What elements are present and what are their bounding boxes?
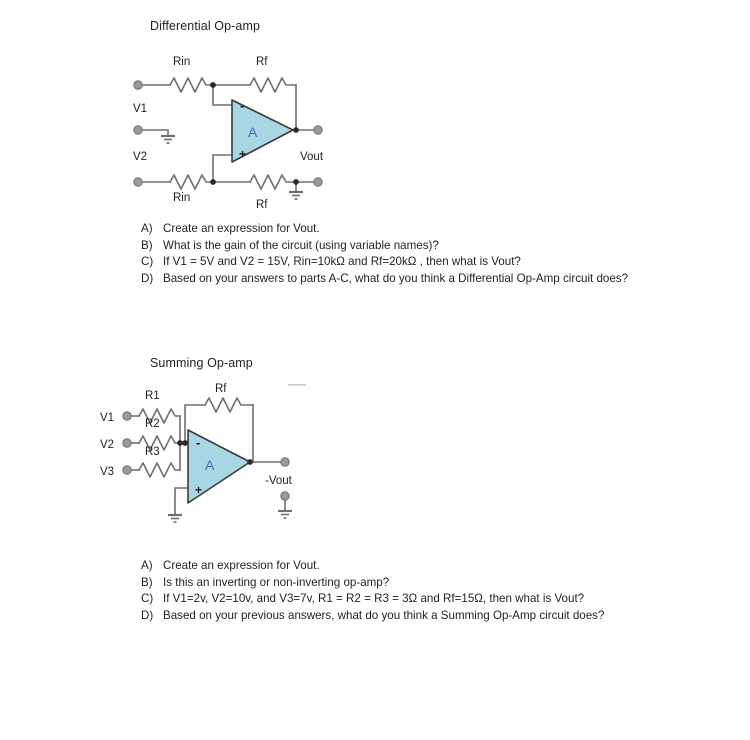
question-text: Create an expression for Vout. [163,222,320,235]
junction-dot-noninverting [210,179,216,185]
question-item [141,608,721,625]
label-v2: V2 [133,151,148,163]
wire-noninverting-to-ground [175,488,188,515]
terminal-v3[interactable] [123,466,131,474]
label-rf: Rf [215,383,227,395]
question-label: B) [141,238,153,252]
junction-dot-feedback-node [182,440,188,446]
resistor-rf [205,398,253,412]
label-v1: V1 [100,412,115,424]
noninverting-input-sign: + [239,147,247,161]
summing-question-list [141,558,721,624]
label-vout: -Vout [265,475,292,487]
question-label: C) [141,255,154,269]
question-text: Based on your previous answers, what do you think a Summing Op-Amp circuit does? [163,608,605,622]
question-item [141,558,721,575]
label-rf-top: Rf [256,56,268,68]
label-v2: V2 [100,439,115,451]
junction-dot-inverting [210,82,216,88]
question-item [141,238,721,255]
wire-node-to-inverting-input [213,85,232,105]
question-item [141,575,721,592]
resistor-r3 [139,463,180,477]
resistor-rin-top [170,78,213,92]
noninverting-input-sign: + [195,483,203,497]
question-item [141,591,721,608]
question-item [141,271,721,288]
terminal-output-reference[interactable] [281,492,289,500]
label-v3: V3 [100,466,115,478]
question-text: Based on your answers to parts A-C, what do you think a Differential Op-Amp circuit does? [163,271,629,285]
resistor-rf-top [250,78,296,92]
junction-dot-output [247,459,253,465]
junction-dot-output [293,127,299,133]
terminal-rf-bottom[interactable] [314,178,322,186]
ground-symbol-noninverting [168,515,182,522]
wire-node-to-noninverting-input [213,155,232,182]
differential-section-title: Differential Op-amp [150,19,261,33]
label-rin-bottom: Rin [173,192,191,204]
label-rin-top: Rin [173,56,191,68]
question-text: If V1=2v, V2=10v, and V3=7v, R1 = R2 = R3 = 3Ω and Rf=15Ω, then what is Vout? [163,592,585,606]
label-r2: R2 [145,418,160,430]
inverting-input-sign: - [196,435,201,450]
summing-circuit-svg [95,375,345,535]
scan-artifact [288,384,306,386]
resistor-rin-bottom [170,175,213,189]
summing-section-title: Summing Op-amp [150,356,253,370]
terminal-v1[interactable] [123,412,131,420]
terminal-v2[interactable] [134,178,142,186]
label-r3: R3 [145,446,160,458]
question-label: A) [141,222,153,235]
label-rf-bottom: Rf [256,199,268,211]
terminal-vout[interactable] [314,126,322,134]
opamp-label: A [248,124,258,140]
question-text: Is this an inverting or non-inverting op-amp? [163,575,390,589]
label-r1: R1 [145,390,160,402]
terminal-vout[interactable] [281,458,289,466]
ground-symbol-v2 [161,130,175,143]
ground-symbol-output-reference [278,511,292,518]
label-vout: Vout [300,151,324,163]
resistor-rf-bottom [250,175,296,189]
junction-dot-summing-node [177,440,183,446]
question-item [141,254,721,271]
question-label: D) [141,271,154,285]
question-text: If V1 = 5V and V2 = 15V, Rin=10kΩ and Rf=20kΩ , then what is Vout? [163,255,521,269]
question-label: D) [141,608,154,622]
question-item [141,221,721,238]
terminal-v2-ground[interactable] [134,126,142,134]
label-v1: V1 [133,103,148,115]
question-text: What is the gain of the circuit (using variable names)? [163,238,439,252]
differential-circuit-svg [120,50,360,215]
summing-opamp-circuit [95,375,345,535]
differential-question-list [141,221,721,287]
terminal-v2[interactable] [123,439,131,447]
question-label: A) [141,559,153,572]
terminal-v1[interactable] [134,81,142,89]
question-text: Create an expression for Vout. [163,559,320,572]
junction-dot-rf-bottom [293,179,299,185]
inverting-input-sign: - [240,98,245,113]
opamp-label: A [205,457,215,473]
question-label: B) [141,575,153,589]
question-label: C) [141,592,154,606]
differential-opamp-circuit [120,50,360,215]
